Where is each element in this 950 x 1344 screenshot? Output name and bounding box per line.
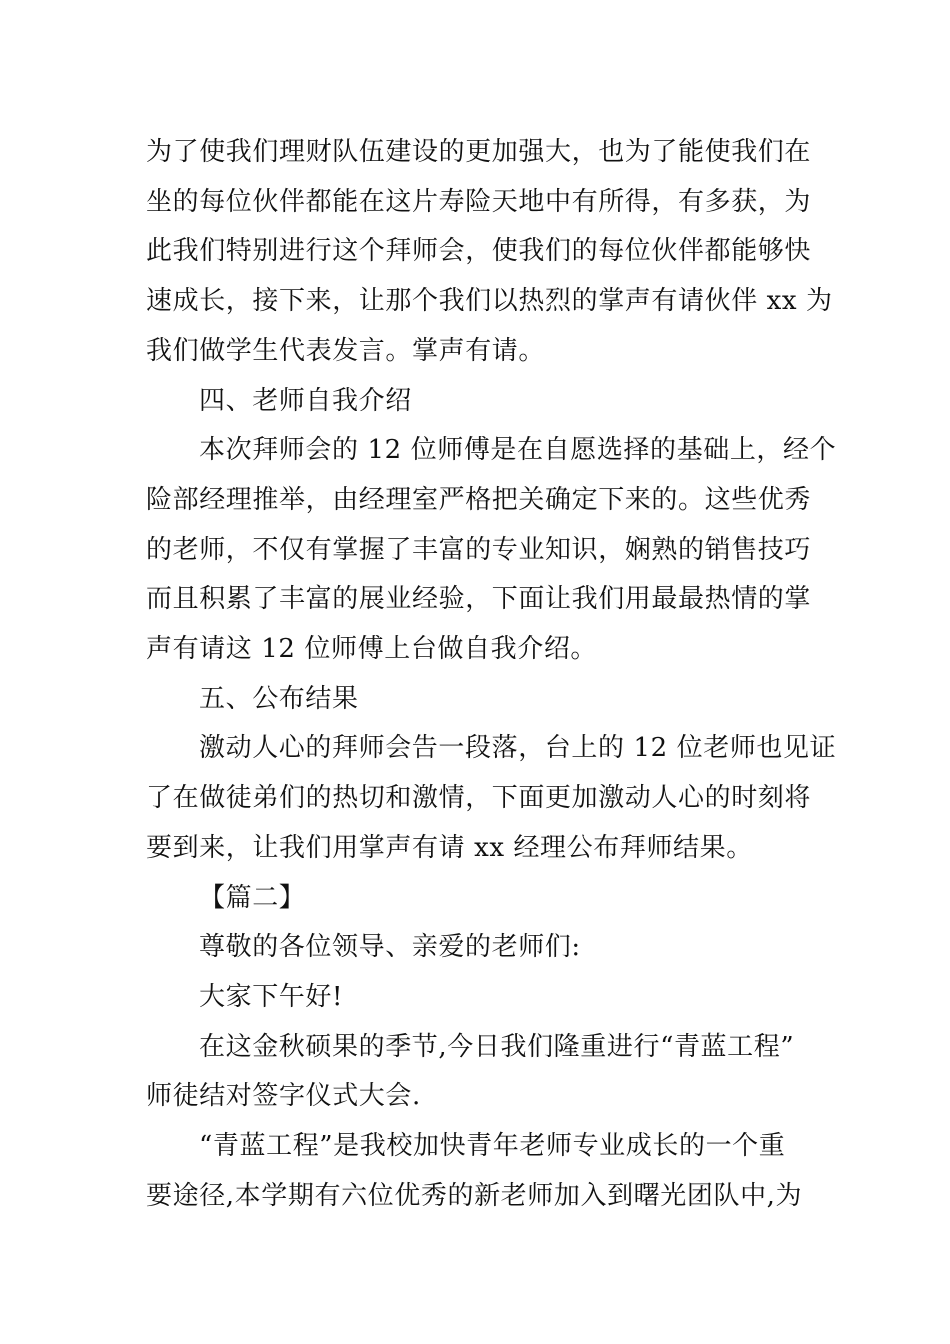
text-line: 速成长，接下来，让那个我们以热烈的掌声有请伙伴 xx 为 [146,286,833,317]
salutation [146,923,806,973]
text-line: 五、公布结果 [199,683,359,714]
paragraph [146,1023,806,1122]
paragraph [146,724,837,873]
paragraph [146,1122,806,1221]
text-line: 声有请这 12 位师傅上台做自我介绍。 [146,634,598,665]
text-line: 尊敬的各位领导、亲爱的老师们: [199,932,581,963]
text-line: 坐的每位伙伴都能在这片寿险天地中有所得，有多获，为 [146,186,812,217]
document-body [146,128,837,1221]
text-line: 【篇二】 [199,882,306,913]
text-line: 本次拜师会的 12 位师傅是在自愿选择的基础上，经个 [199,435,837,466]
text-line: 师徒结对签字仪式大会. [146,1081,421,1112]
section-heading [146,377,806,427]
text-line: 了在做徒弟们的热切和激情，下面更加激动人心的时刻将 [146,783,812,814]
greeting [146,973,806,1023]
text-line: 险部经理推举，由经理室严格把关确定下来的。这些优秀 [146,484,812,515]
text-line: 激动人心的拜师会告一段落，台上的 12 位老师也见证 [199,733,837,764]
paragraph [146,426,837,675]
text-line: 此我们特别进行这个拜师会，使我们的每位伙伴都能够快 [146,236,812,267]
text-line: 大家下午好! [199,981,344,1012]
text-line: “青蓝工程”是我校加快青年老师专业成长的一个重 [199,1131,786,1162]
paragraph [146,128,833,377]
text-line: 为了使我们理财队伍建设的更加强大，也为了能使我们在 [146,137,812,167]
text-line: 的老师，不仅有掌握了丰富的专业知识，娴熟的销售技巧 [146,534,812,565]
text-line: 我们做学生代表发言。掌声有请。 [146,335,546,366]
part-heading [146,874,806,924]
text-line: 四、老师自我介绍 [199,385,412,416]
section-heading [146,675,806,725]
text-line: 在这金秋硕果的季节,今日我们隆重进行“青蓝工程” [199,1031,795,1062]
text-line: 要途径,本学期有六位优秀的新老师加入到曙光团队中,为 [146,1180,803,1211]
text-line: 要到来，让我们用掌声有请 xx 经理公布拜师结果。 [146,832,753,863]
text-line: 而且积累了丰富的展业经验，下面让我们用最最热情的掌 [146,584,812,615]
